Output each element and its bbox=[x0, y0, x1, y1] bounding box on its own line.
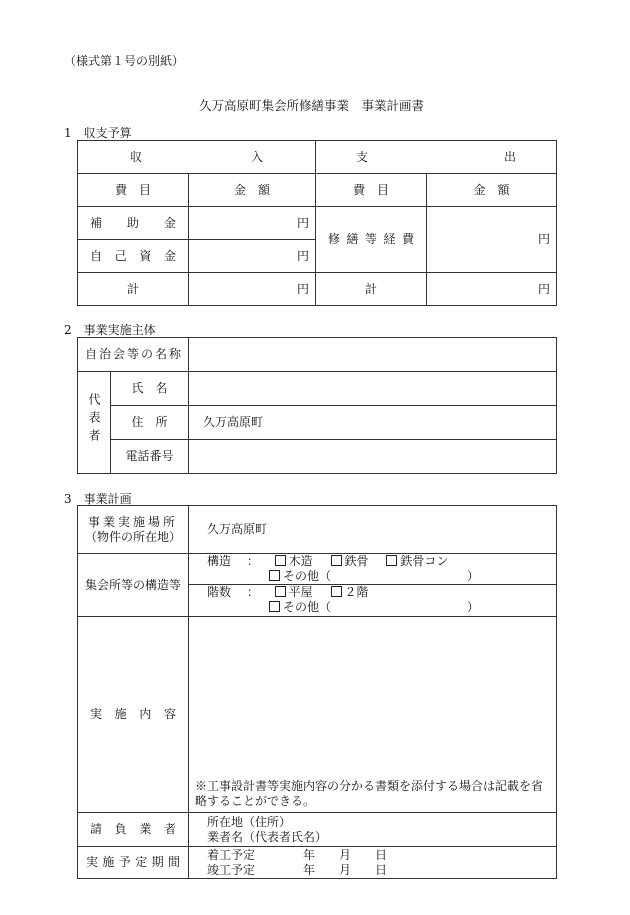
start-row bbox=[207, 848, 556, 863]
end-month: 月 bbox=[339, 862, 352, 877]
rc-option[interactable] bbox=[386, 554, 448, 569]
structure-row bbox=[189, 554, 556, 584]
steel-checkbox[interactable] bbox=[331, 555, 342, 566]
contractor-address: 所在地（住所） bbox=[207, 814, 292, 829]
representative-label bbox=[78, 372, 111, 474]
rep-address-value[interactable]: 久万高原町 bbox=[189, 406, 557, 440]
content-cell[interactable] bbox=[189, 617, 557, 813]
end-day: 日 bbox=[375, 862, 388, 877]
flat-label: 平屋 bbox=[288, 585, 313, 599]
period-label: 実施予定期間 bbox=[78, 847, 189, 879]
structure-colon: ： bbox=[246, 554, 259, 568]
organization-table bbox=[77, 337, 557, 474]
section-2-heading: 2 事業実施主体 bbox=[64, 323, 156, 337]
rc-label: 鉄骨コン bbox=[400, 554, 449, 568]
place-label-sub: （物件の所在地） bbox=[84, 529, 181, 544]
floors-title: 階数 bbox=[207, 585, 232, 599]
repair-cost-amount[interactable]: 円 bbox=[427, 207, 557, 273]
representative-label-text: 代表者 bbox=[87, 393, 101, 447]
contractor-name: 業者名（代表者氏名） bbox=[207, 829, 328, 844]
place-label-main: 事業実施場所 bbox=[87, 514, 178, 529]
income-header: 収 入 bbox=[78, 141, 316, 174]
expense-header: 支 出 bbox=[316, 141, 557, 174]
rep-name-label: 氏 名 bbox=[111, 372, 189, 406]
end-row bbox=[207, 863, 556, 878]
start-month: 月 bbox=[339, 847, 352, 862]
floors-row bbox=[189, 584, 556, 616]
expense-item-header: 費 目 bbox=[316, 174, 427, 207]
flat-checkbox[interactable] bbox=[275, 586, 286, 597]
income-amount-header: 金 額 bbox=[189, 174, 316, 207]
start-year: 年 bbox=[303, 847, 316, 862]
two-floor-option[interactable] bbox=[331, 585, 369, 600]
contractor-label: 請 負 業 者 bbox=[78, 813, 189, 847]
floors-other-close: ） bbox=[467, 600, 480, 614]
repair-cost-label: 修 繕 等 経 費 bbox=[316, 207, 427, 273]
budget-table bbox=[77, 140, 557, 306]
rc-checkbox[interactable] bbox=[386, 555, 397, 566]
structure-title: 構造 bbox=[207, 554, 232, 568]
structure-other-label: その他（ bbox=[283, 569, 332, 583]
section-1-heading: 1 収支予算 bbox=[64, 126, 132, 140]
page-title: 久万高原町集会所修繕事業 事業計画書 bbox=[199, 98, 425, 113]
org-name-value[interactable] bbox=[189, 338, 557, 372]
rep-phone-value[interactable] bbox=[189, 440, 557, 474]
two-floor-label: ２階 bbox=[344, 585, 369, 599]
structure-other-close: ） bbox=[467, 569, 480, 583]
floors-colon: ： bbox=[246, 585, 259, 599]
rep-phone-label: 電話番号 bbox=[111, 440, 189, 474]
form-note: （様式第１号の別紙） bbox=[64, 54, 185, 68]
two-floor-checkbox[interactable] bbox=[331, 586, 342, 597]
contractor-cell[interactable] bbox=[189, 813, 557, 847]
content-label: 実 施 内 容 bbox=[78, 617, 189, 813]
structure-cell bbox=[189, 554, 557, 617]
own-funds-label: 自 己 資 金 bbox=[78, 240, 189, 273]
floors-other-checkbox[interactable] bbox=[269, 601, 280, 612]
income-item-header: 費 目 bbox=[78, 174, 189, 207]
plan-table bbox=[77, 505, 557, 879]
end-year: 年 bbox=[303, 862, 316, 877]
content-note: ※工事設計書等実施内容の分かる書類を添付する場合は記載を省略することができる。 bbox=[195, 778, 544, 809]
start-day: 日 bbox=[375, 847, 388, 862]
period-cell[interactable] bbox=[189, 847, 557, 879]
structure-label: 集会所等の構造等 bbox=[78, 554, 189, 617]
expense-total-label: 計 bbox=[316, 273, 427, 306]
expense-amount-header: 金 額 bbox=[427, 174, 557, 207]
place-value[interactable]: 久万高原町 bbox=[189, 506, 557, 554]
place-label bbox=[78, 506, 189, 554]
steel-label: 鉄骨 bbox=[344, 554, 369, 568]
wood-option[interactable] bbox=[275, 554, 313, 569]
steel-option[interactable] bbox=[331, 554, 369, 569]
end-label: 竣工予定 bbox=[207, 862, 256, 877]
start-label: 着工予定 bbox=[207, 847, 256, 862]
own-funds-amount[interactable]: 円 bbox=[189, 240, 316, 273]
org-name-label: 自治会等の名称 bbox=[78, 338, 189, 372]
structure-other-checkbox[interactable] bbox=[269, 570, 280, 581]
subsidy-label: 補 助 金 bbox=[78, 207, 189, 240]
wood-checkbox[interactable] bbox=[275, 555, 286, 566]
rep-address-label: 住 所 bbox=[111, 406, 189, 440]
floors-other-label: その他（ bbox=[283, 600, 332, 614]
income-total-label: 計 bbox=[78, 273, 189, 306]
floors-other-option[interactable] bbox=[207, 600, 556, 615]
section-3-heading: 3 事業計画 bbox=[64, 492, 132, 506]
income-total-amount[interactable]: 円 bbox=[189, 273, 316, 306]
rep-name-value[interactable] bbox=[189, 372, 557, 406]
structure-other-option[interactable] bbox=[207, 569, 556, 584]
wood-label: 木造 bbox=[288, 554, 313, 568]
flat-option[interactable] bbox=[275, 585, 313, 600]
subsidy-amount[interactable]: 円 bbox=[189, 207, 316, 240]
expense-total-amount[interactable]: 円 bbox=[427, 273, 557, 306]
